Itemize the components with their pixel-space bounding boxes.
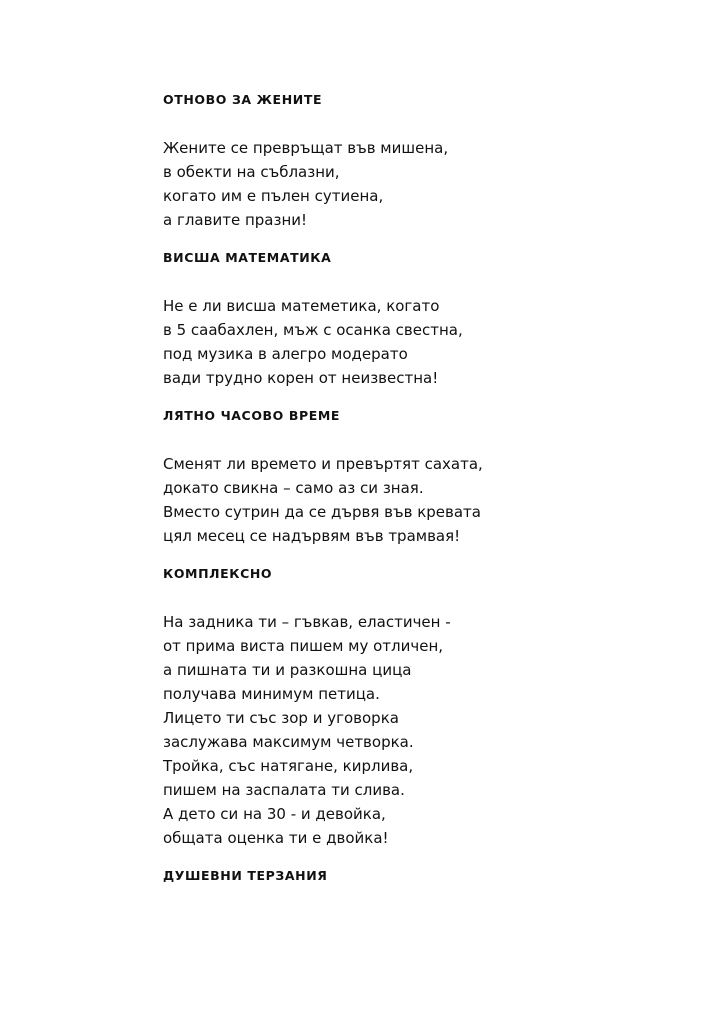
poem-title: КОМПЛЕКСНО bbox=[163, 566, 273, 581]
poem-line: вади трудно корен от неизвестна! bbox=[163, 369, 439, 387]
poem-line: когато им е пълен сутиена, bbox=[163, 187, 384, 205]
poem-line: а главите празни! bbox=[163, 211, 308, 229]
poem-line: На задника ти – гъвкав, еластичен - bbox=[163, 613, 451, 631]
poem-line: Жените се превръщат във мишена, bbox=[163, 139, 449, 157]
poem-line: Тройка, със натягане, кирлива, bbox=[163, 757, 414, 775]
poem-vissha-matematika bbox=[163, 246, 683, 390]
poem-line: цял месец се надървям във трамвая! bbox=[163, 527, 461, 545]
poem-body bbox=[163, 294, 683, 390]
poem-line: в обекти на съблазни, bbox=[163, 163, 340, 181]
poem-line: в 5 саабахлен, мъж с осанка свестна, bbox=[163, 321, 463, 339]
poem-line: пишем на заспалата ти слива. bbox=[163, 781, 405, 799]
poem-kompleksno bbox=[163, 562, 683, 850]
poem-body bbox=[163, 452, 683, 548]
poem-line: заслужава максимум четворка. bbox=[163, 733, 414, 751]
poem-line: А дето си на 30 - и девойка, bbox=[163, 805, 386, 823]
poem-line: а пишната ти и разкошна цица bbox=[163, 661, 412, 679]
poem-line: получава минимум петица. bbox=[163, 685, 380, 703]
poem-line: от прима виста пишем му отличен, bbox=[163, 637, 444, 655]
poem-title: ДУШЕВНИ ТЕРЗАНИЯ bbox=[163, 868, 328, 883]
poem-line: Не е ли висша матеметика, когато bbox=[163, 297, 440, 315]
document-page bbox=[163, 88, 683, 912]
poem-otnovo-za-zhenite bbox=[163, 88, 683, 232]
poem-dushevni-terzaniya bbox=[163, 864, 683, 888]
poem-line: общата оценка ти е двойка! bbox=[163, 829, 389, 847]
poem-body bbox=[163, 610, 683, 850]
poem-line: Сменят ли времето и превъртят сахата, bbox=[163, 455, 483, 473]
poem-line: Вместо сутрин да се дървя във кревата bbox=[163, 503, 481, 521]
poem-line: докато свикна – само аз си зная. bbox=[163, 479, 424, 497]
poem-body bbox=[163, 136, 683, 232]
poem-line: под музика в алегро модерато bbox=[163, 345, 408, 363]
poem-lyatno-chasovo-vreme bbox=[163, 404, 683, 548]
poem-title: ОТНОВО ЗА ЖЕНИТЕ bbox=[163, 92, 323, 107]
poem-line: Лицето ти със зор и уговорка bbox=[163, 709, 399, 727]
poem-title: ВИСША МАТЕМАТИКА bbox=[163, 250, 332, 265]
poem-title: ЛЯТНО ЧАСОВО ВРЕМЕ bbox=[163, 408, 341, 423]
